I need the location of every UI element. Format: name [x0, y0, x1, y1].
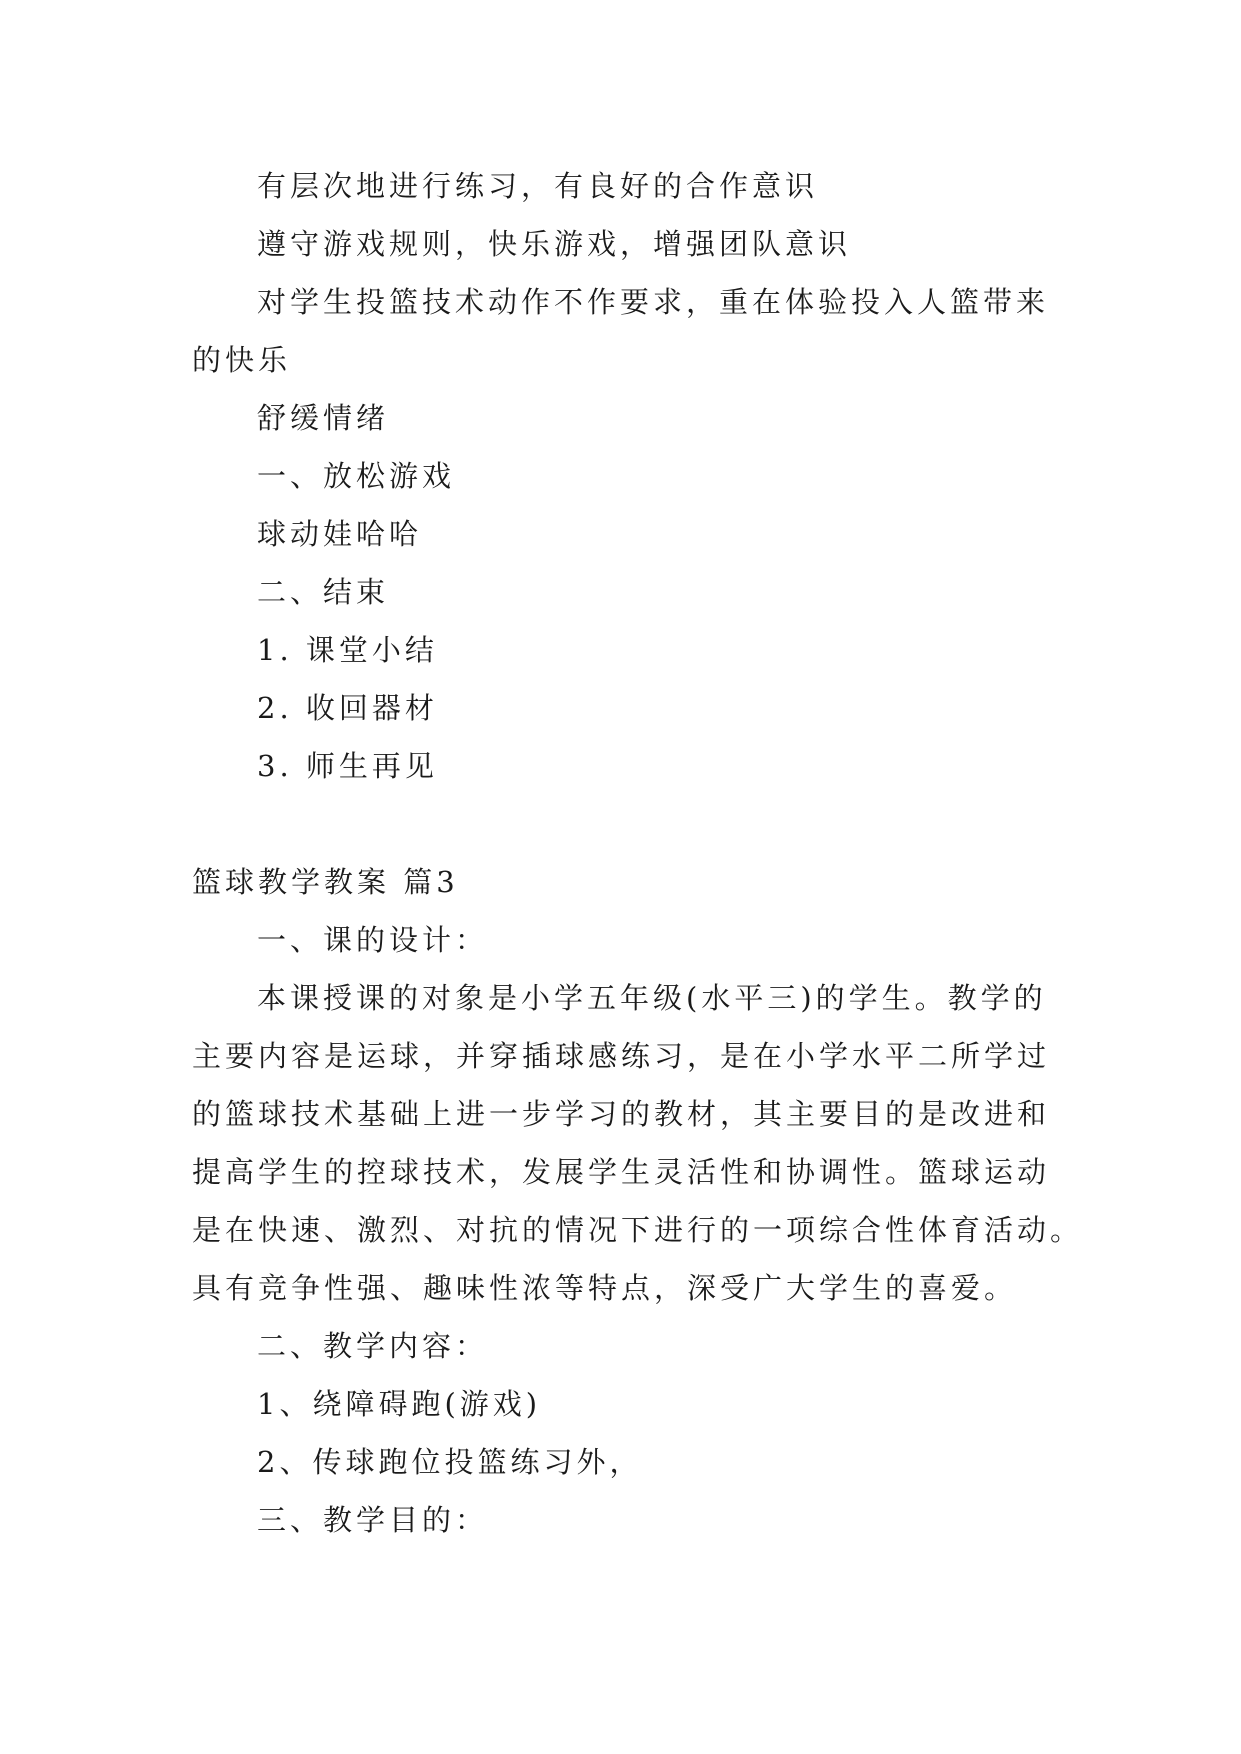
document-heading: 篮球教学教案 篇3: [192, 865, 459, 899]
section-heading: 二、结束: [257, 575, 390, 609]
section-heading: 二、教学内容：: [257, 1329, 489, 1363]
paragraph-line: 的篮球技术基础上进一步学习的教材，其主要目的是改进和: [192, 1097, 1051, 1131]
paragraph: 有层次地进行练习，有良好的合作意识: [257, 169, 819, 203]
section-heading: 一、放松游戏: [257, 459, 456, 493]
paragraph-continuation: 的快乐: [192, 343, 292, 377]
paragraph: 遵守游戏规则，快乐游戏，增强团队意识: [257, 227, 852, 261]
list-item: 1. 课堂小结: [257, 633, 438, 667]
paragraph: 球动娃哈哈: [257, 517, 423, 551]
paragraph-line: 本课授课的对象是小学五年级(水平三)的学生。教学的: [257, 981, 1047, 1015]
paragraph: 对学生投篮技术动作不作要求，重在体验投入人篮带来: [257, 285, 1050, 319]
list-item: 2. 收回器材: [257, 691, 438, 725]
paragraph-line: 提高学生的控球技术，发展学生灵活性和协调性。篮球运动: [192, 1155, 1051, 1189]
paragraph-line: 具有竞争性强、趣味性浓等特点，深受广大学生的喜爱。: [192, 1271, 1018, 1305]
section-heading: 三、教学目的：: [257, 1503, 489, 1537]
section-heading: 一、课的设计：: [257, 923, 489, 957]
paragraph-line: 是在快速、激烈、对抗的情况下进行的一项综合性体育活动。: [192, 1213, 1084, 1247]
list-item: 3. 师生再见: [257, 749, 438, 783]
list-item: 2、传球跑位投篮练习外，: [257, 1445, 643, 1479]
list-item: 1、绕障碍跑(游戏): [257, 1387, 542, 1421]
paragraph-line: 主要内容是运球，并穿插球感练习，是在小学水平二所学过: [192, 1039, 1051, 1073]
paragraph: 舒缓情绪: [257, 401, 390, 435]
